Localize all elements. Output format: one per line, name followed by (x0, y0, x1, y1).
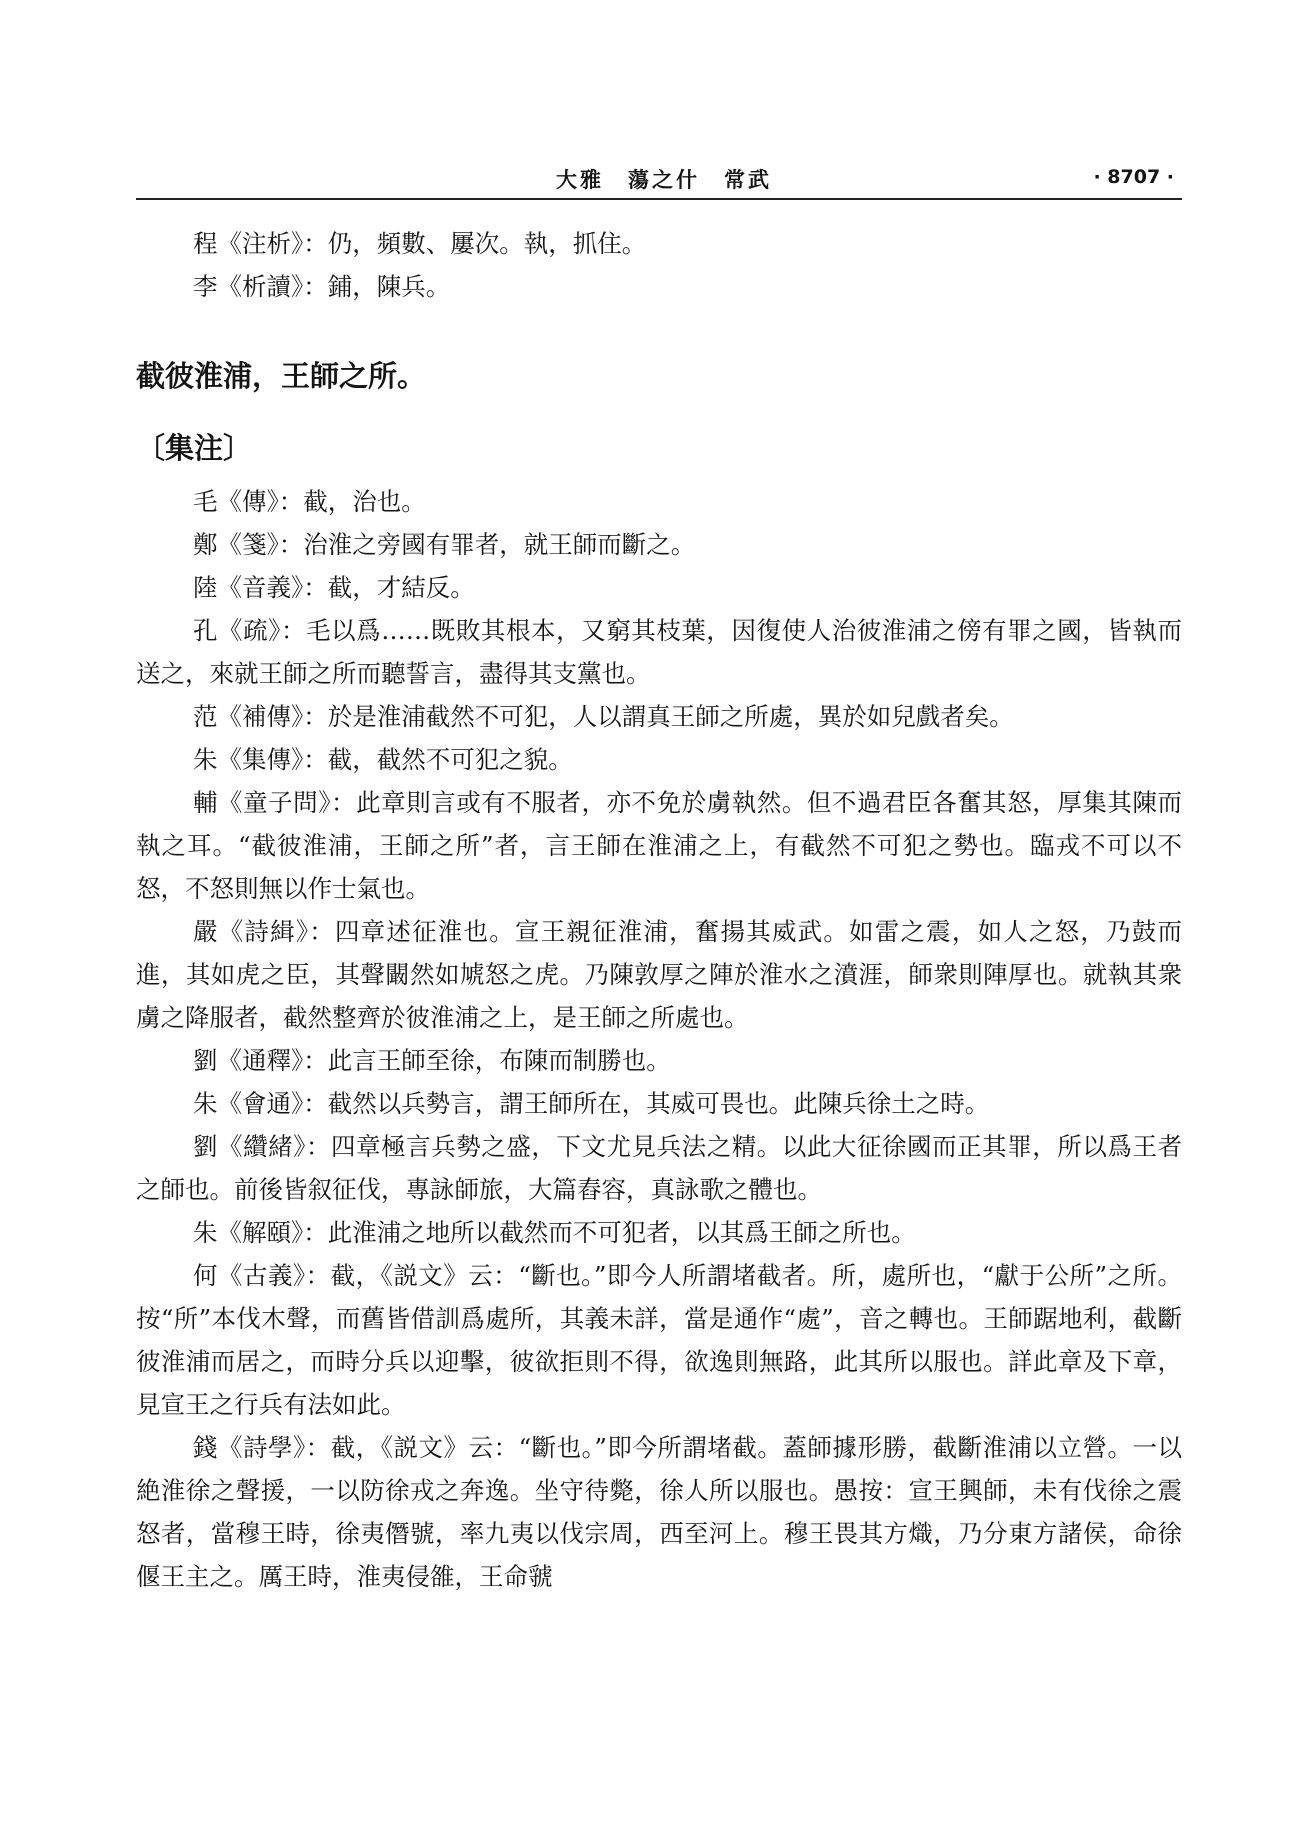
commentary-paragraph: 嚴《詩緝》：四章述征淮也。宣王親征淮浦，奮揚其威武。如雷之震，如人之怒，乃鼓而進，其如虎之臣，其聲闞然如虓怒之虎。乃陳敦厚之陣於淮水之濆涯，師衆則陣厚也。就執其衆虜之降服者，截然整齊於彼淮浦之上，是王師之所處也。 (136, 917, 1182, 1032)
running-header (136, 160, 1182, 200)
page-body (136, 222, 1182, 1598)
running-title: 大雅 蕩之什 常武 (556, 167, 772, 192)
page-number: · 8707 · (1093, 166, 1174, 188)
commentary-paragraph: 朱《集傳》：截，截然不可犯之貌。 (193, 745, 573, 774)
section-heading: 〔集注〕 (136, 431, 253, 465)
intro-line: 李《析讀》：鋪，陳兵。 (193, 272, 451, 301)
commentary-paragraph: 孔《疏》：毛以爲……既敗其根本，又窮其枝葉，因復使人治彼淮浦之傍有罪之國，皆執而送之，來就王師之所而聽誓言，盡得其支黨也。 (136, 616, 1182, 688)
commentary-paragraph: 輔《童子問》：此章則言或有不服者，亦不免於虜執然。但不過君臣各奮其怒，厚集其陳而執之耳。“截彼淮浦，王師之所”者，言王師在淮浦之上，有截然不可犯之勢也。臨戎不可以不怒，不怒則無以作士氣也。 (136, 788, 1182, 903)
commentary-paragraph: 陸《音義》：截，才結反。 (193, 573, 475, 602)
commentary-paragraph: 何《古義》：截，《説文》云：“斷也。”即今人所謂堵截者。所，處所也，“獻于公所”之所。按“所”本伐木聲，而舊皆借訓爲處所，其義未詳，當是通作“處”，音之轉也。王師踞地利，截斷彼淮浦而居之，而時分兵以迎擊，彼欲拒則不得，欲逸則無路，此其所以服也。詳此章及下章，見宣王之行兵有法如此。 (136, 1261, 1182, 1419)
commentary-paragraph: 朱《解頤》：此淮浦之地所以截然而不可犯者，以其爲王師之所也。 (193, 1218, 916, 1247)
commentary-paragraph: 范《補傳》：於是淮浦截然不可犯，人以謂真王師之所處，異於如兒戲者矣。 (193, 702, 1014, 731)
commentary-paragraph: 鄭《箋》：治淮之旁國有罪者，就王師而斷之。 (193, 530, 696, 559)
intro-line: 程《注析》：仍，頻數、屢次。執，抓住。 (193, 229, 647, 258)
commentary-paragraph: 朱《會通》：截然以兵勢言，謂王師所在，其威可畏也。此陳兵徐土之時。 (193, 1089, 990, 1118)
commentary-paragraph: 劉《纘緒》：四章極言兵勢之盛，下文尤見兵法之精。以此大征徐國而正其罪，所以爲王者之師也。前後皆叙征伐，專詠師旅，大篇舂容，真詠歌之體也。 (136, 1132, 1182, 1204)
commentary-paragraph: 劉《通釋》：此言王師至徐，布陳而制勝也。 (193, 1046, 671, 1075)
commentary-paragraph: 毛《傳》：截，治也。 (193, 487, 426, 516)
verse-heading: 截彼淮浦，王師之所。 (136, 359, 427, 393)
commentary-paragraph: 錢《詩學》：截，《説文》云：“斷也。”即今所謂堵截。蓋師據形勝，截斷淮浦以立營。一以絶淮徐之聲援，一以防徐戎之奔逸。坐守待斃，徐人所以服也。愚按：宣王興師，未有伐徐之震怒者，當穆王時，徐夷僭號，率九夷以伐宗周，西至河上。穆王畏其方熾，乃分東方諸侯，命徐偃王主之。厲王時，淮夷侵雒，王命虢 (136, 1433, 1182, 1591)
